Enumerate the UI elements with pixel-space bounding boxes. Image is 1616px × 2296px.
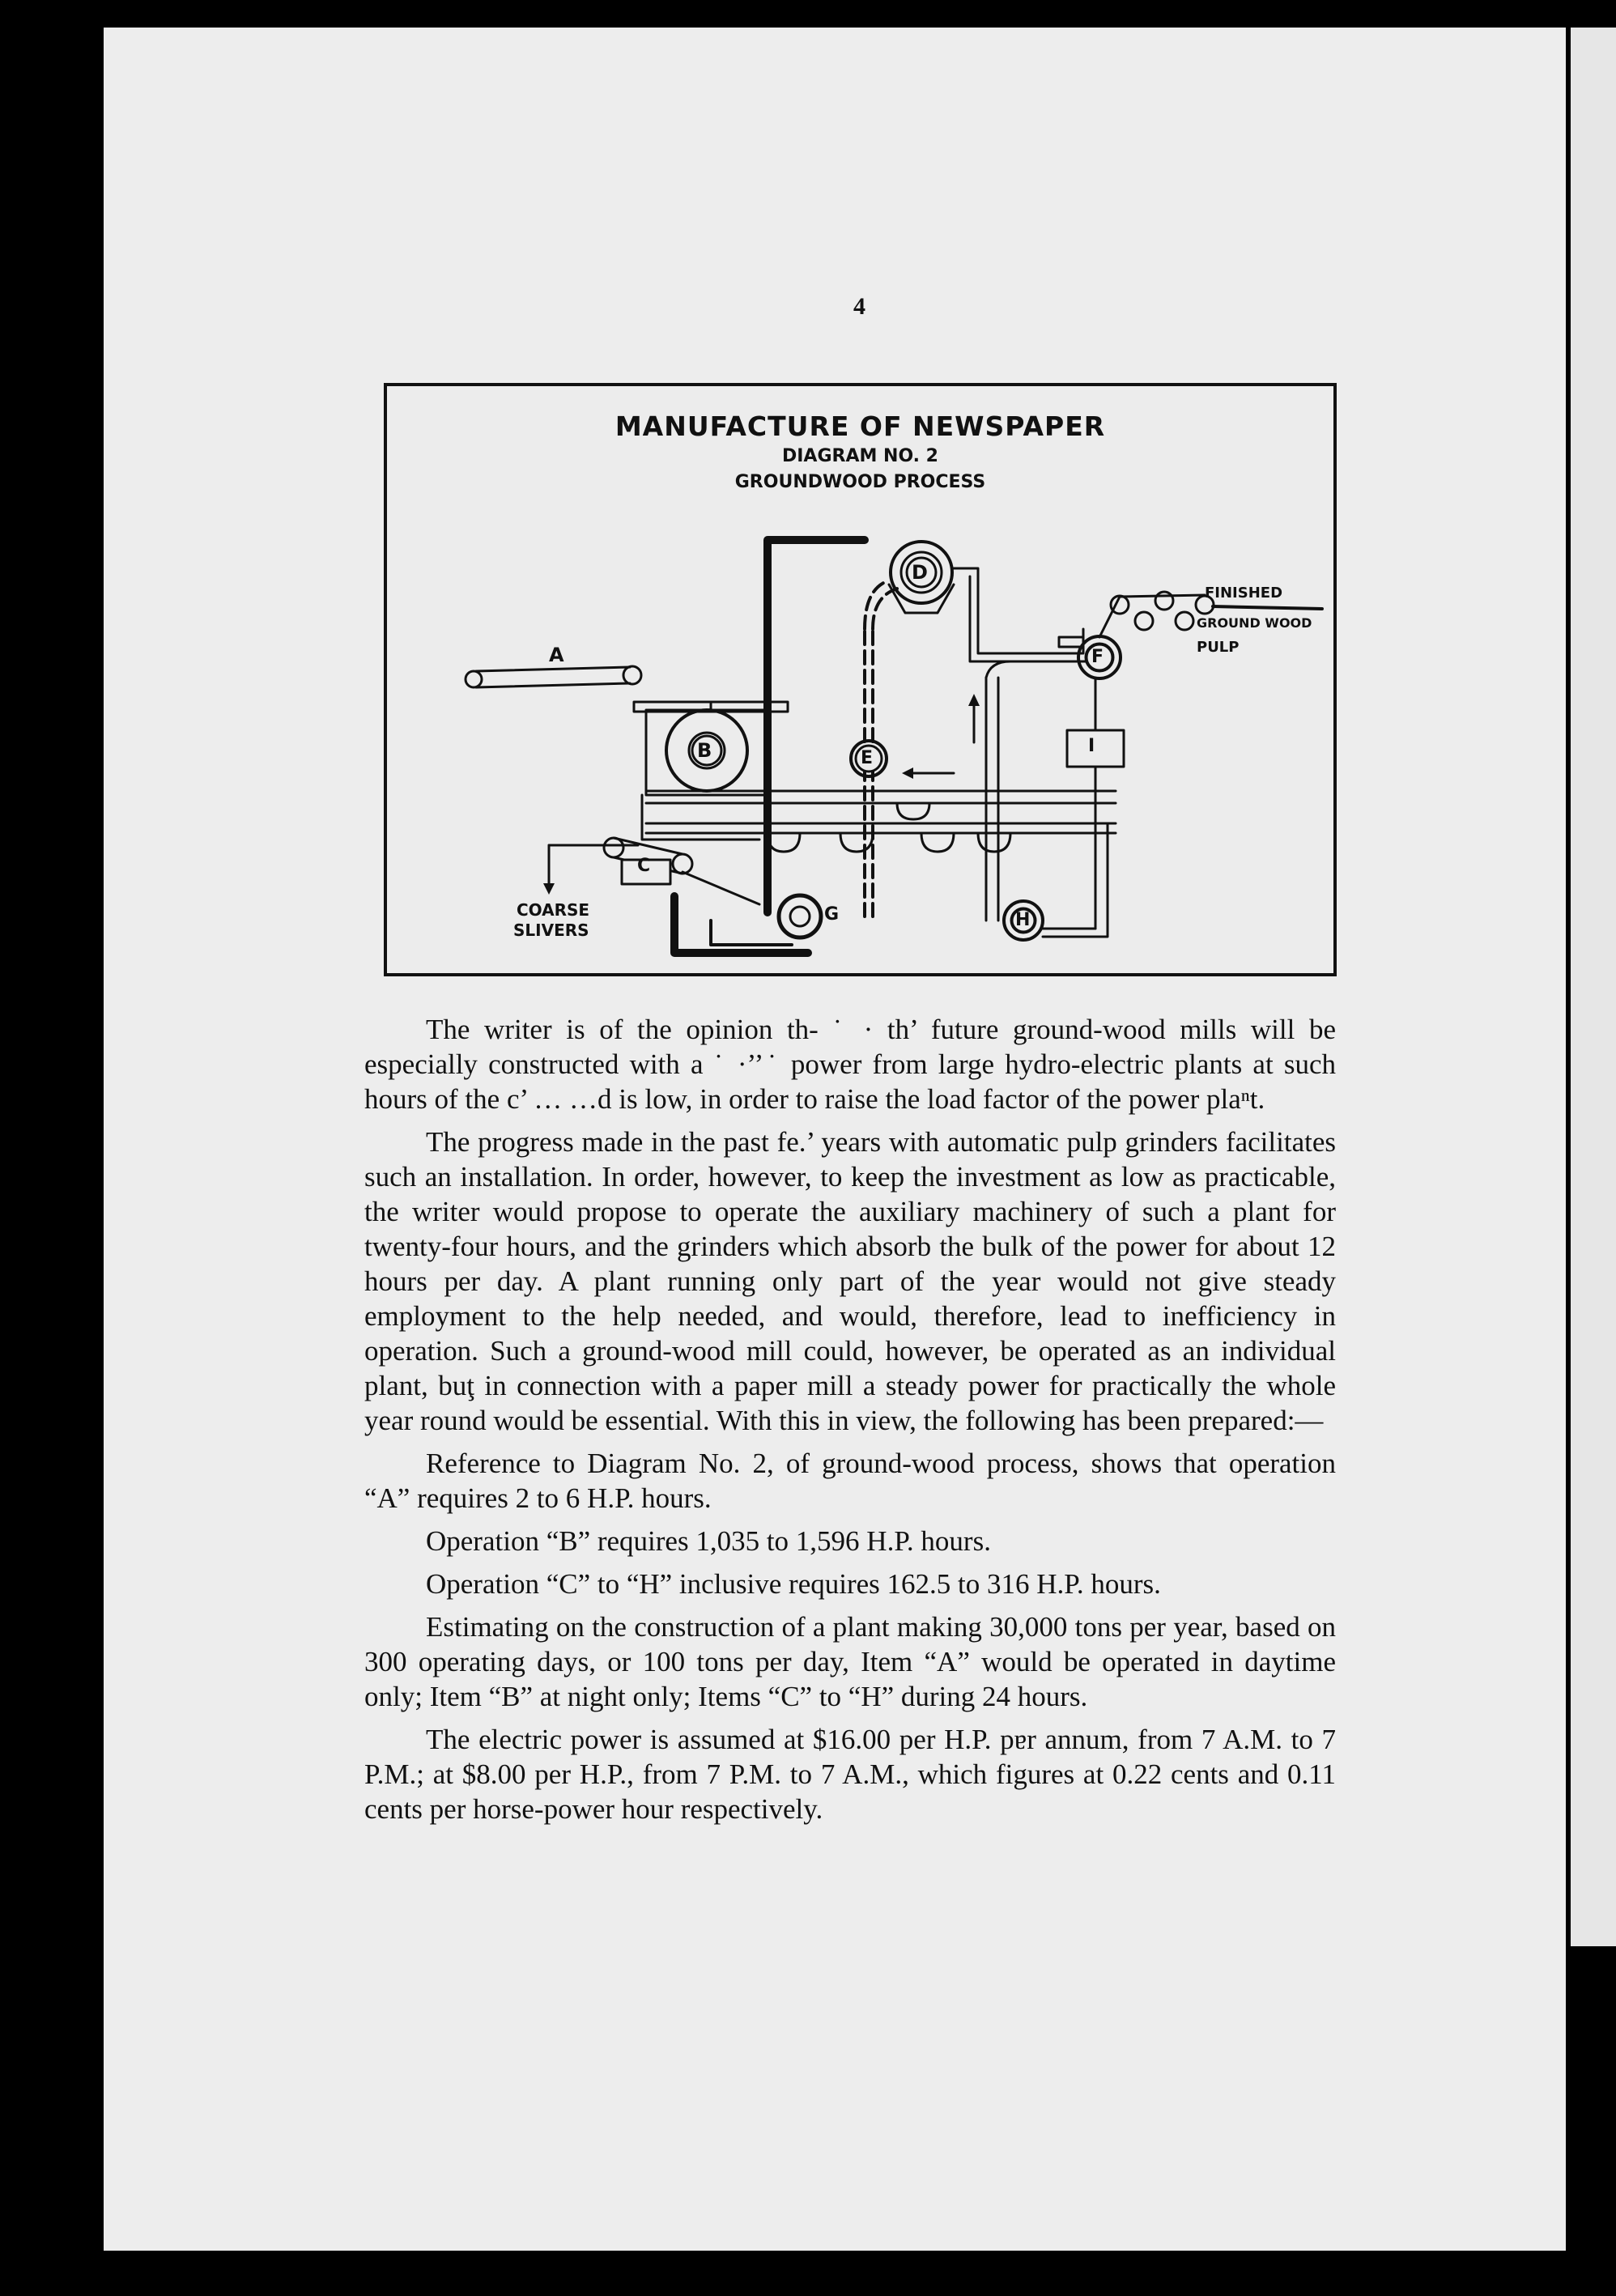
paragraph: Reference to Diagram No. 2, of ground-wood process, shows that operation “A” requires 2 to 6 H.P. hours. bbox=[364, 1448, 1336, 1514]
label-h: H bbox=[1015, 910, 1031, 930]
label-slivers: SLIVERS bbox=[513, 921, 589, 940]
label-e: E bbox=[861, 748, 874, 768]
pump-g bbox=[779, 895, 821, 938]
label-g: G bbox=[824, 904, 840, 925]
label-d: D bbox=[912, 561, 928, 584]
flow-left-arrow bbox=[902, 767, 913, 779]
flow-up-arrow bbox=[968, 694, 980, 706]
label-pulp: PULP bbox=[1197, 639, 1240, 656]
diagram-caption: GROUNDWOOD PROCESS bbox=[734, 472, 986, 492]
label-coarse: COARSE bbox=[517, 900, 590, 920]
paragraph: The writer is of the opinion th‑ ˙ · th’ future ground-wood mills will be especially constructed with a ˙ ·’’˙ power from large hydro-electric plants at such hours of the c’ … …d is low, in order to raise the load factor of the power plaⁿt. bbox=[364, 1014, 1336, 1115]
paragraph: The progress made in the past fe.’ years with automatic pulp grinders facilitates such an installation. In order, however, to keep the investment as low as practicable, the writer would propose to operate the auxiliary machinery of such a plant for twenty-four hours, and the grinders which absorb the bulk of the power for about 12 hours per day. A plant running only part of the year would not give steady employment to the help needed, and would, therefore, lead to inefficiency in operation. Such a ground-wood mill could, however, be operated as an individual plant, buţ in connection with a paper mill a steady power for practically the whole year round would be essential. With this in view, the following has been prepared:— bbox=[364, 1126, 1336, 1436]
label-ground-wood: GROUND WOOD bbox=[1197, 615, 1312, 631]
paragraph: Estimating on the construction of a plant making 30,000 tons per year, based on 300 operating days, or 100 tons per day, Item “A” would be operated in daytime only; Item “B” at night only; Items “C” to “H” during 24 hours. bbox=[364, 1611, 1336, 1712]
label-i: I bbox=[1088, 736, 1095, 756]
label-f: F bbox=[1091, 647, 1104, 667]
label-finished: FINISHED bbox=[1205, 585, 1283, 602]
body-text bbox=[364, 1012, 1336, 1835]
coarse-slivers-arrow bbox=[543, 883, 555, 895]
diagram-subtitle: DIAGRAM NO. 2 bbox=[781, 446, 938, 466]
paragraph: Operation “B” requires 1,035 to 1,596 H.P. hours. bbox=[426, 1525, 991, 1557]
conveyor-a-pulley-right bbox=[623, 666, 641, 684]
tank-i bbox=[1067, 730, 1124, 767]
label-b: B bbox=[697, 739, 712, 762]
groundwood-process-diagram bbox=[387, 386, 1333, 973]
diagram-title: MANUFACTURE OF NEWSPAPER bbox=[615, 410, 1106, 442]
diagram-figure bbox=[384, 383, 1337, 976]
label-a: A bbox=[549, 644, 564, 666]
adjacent-page-edge bbox=[1571, 28, 1616, 1946]
label-c: C bbox=[637, 856, 651, 876]
paragraph: The electric power is assumed at $16.00 per H.P. pɐr annum, from 7 A.M. to 7 P.M.; at $8.00 per H.P., from 7 P.M. to 7 A.M., which figures at 0.22 cents and 0.11 cents per horse-power hour respectively. bbox=[364, 1724, 1336, 1825]
paragraph: Operation “C” to “H” inclusive requires 162.5 to 316 H.P. hours. bbox=[426, 1568, 1161, 1600]
conveyor-a-pulley-left bbox=[466, 671, 482, 687]
page-number: 4 bbox=[853, 293, 865, 320]
